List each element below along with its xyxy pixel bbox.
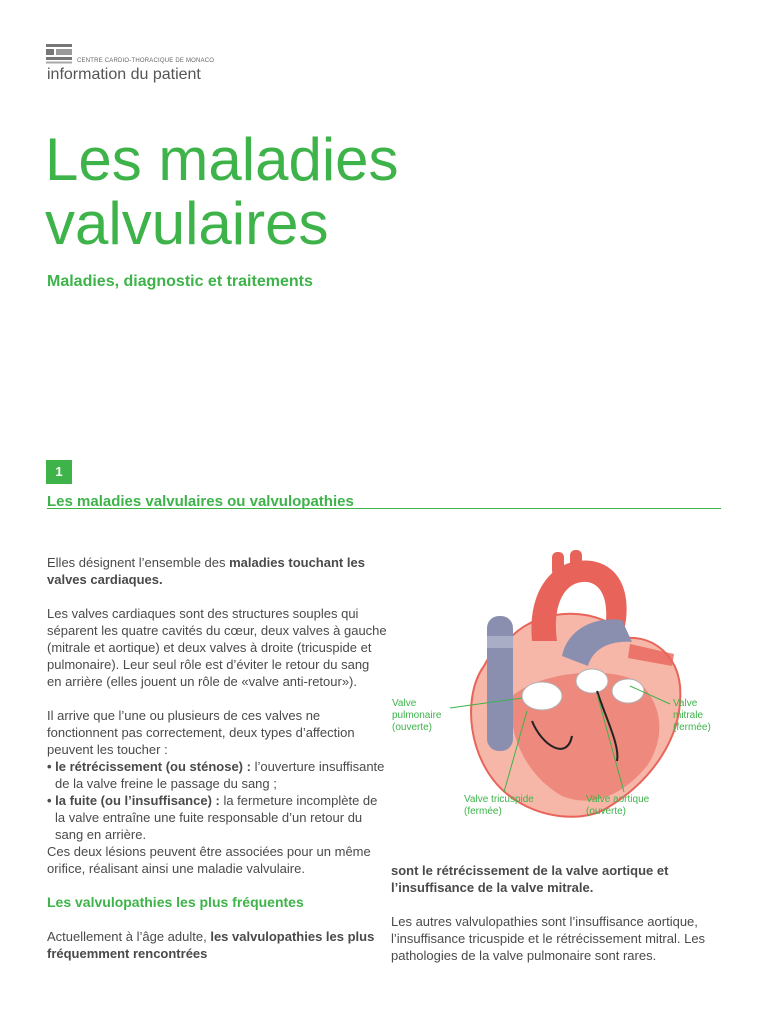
paragraph-intro: [47, 554, 387, 588]
page-subtitle: Maladies, diagnostic et traitements: [47, 273, 313, 290]
frequent-continued-bold: sont le rétrécissement de la valve aortique et l’insuffisance de la valve mitrale.: [391, 863, 669, 895]
intro-bold-text: maladies touchant les valves cardiaques.: [47, 555, 365, 587]
section-divider: [47, 508, 721, 509]
page-title: [45, 128, 545, 256]
frequent-bold-text: les valvulopathies les plus fréquemment rencontrées: [47, 929, 375, 961]
paragraph-combined: Ces deux lésions peuvent être associées pour un même orifice, réalisant ainsi une maladie valvulaire.: [47, 844, 371, 876]
label-tricuspide-line-1: Valve tricuspide: [464, 794, 534, 805]
bullet-insufficiency: [47, 792, 387, 843]
bullet-stenosis-text: l’ouverture insuffisante de la valve freine le passage du sang ;: [55, 759, 385, 791]
label-valve-aortique: [586, 794, 649, 818]
paragraph-affections: [47, 707, 387, 843]
label-tricuspide-line-2: (fermée): [464, 806, 502, 817]
label-mitrale-line-3: (fermée): [673, 722, 711, 733]
label-aortique-line-1: Valve aortique: [586, 794, 650, 805]
bullet-stenosis: [47, 758, 387, 792]
label-aortique-line-2: (ouverte): [586, 806, 627, 817]
label-valve-tricuspide: [464, 794, 534, 818]
paragraph-valves: Les valves cardiaques sont des structures souples qui séparent les quatre cavités du cœur, deux valves à gauche (mitrale et aortique) et deux valves à droite (tricuspide et pulmonaire). Leur seul rôle est d’éviter le retour du sang en arrière (elles jouent un rôle de «valve anti-retour»).: [47, 606, 387, 689]
document-type: information du patient: [47, 66, 201, 83]
body-left-column: [47, 554, 387, 979]
paragraph-frequent-continued: [391, 862, 731, 896]
section-number-badge: 1: [46, 460, 72, 484]
label-pulmonaire-line-3: (ouverte): [392, 722, 433, 733]
page-title-line-2: valvulaires: [45, 190, 329, 257]
heart-illustration: [392, 546, 732, 846]
bullet-stenosis-term: • le rétrécissement (ou sténose) :: [47, 759, 251, 774]
intro-text: Elles désignent l’ensemble des: [47, 555, 230, 570]
paragraph-frequent: [47, 928, 387, 962]
label-pulmonaire-line-2: pulmonaire: [392, 710, 442, 721]
label-pulmonaire-line-1: Valve: [392, 698, 417, 709]
paragraph-other-valvulopathies: Les autres valvulopathies sont l’insuffisance aortique, l’insuffisance tricuspide et le rétrécissement mitral. Les pathologies de la valve pulmonaire sont rares.: [391, 914, 706, 963]
section-heading: Les maladies valvulaires ou valvulopathies: [47, 493, 354, 510]
label-valve-mitrale: [673, 698, 711, 734]
organization-name: CENTRE CARDIO-THORACIQUE DE MONACO: [77, 58, 215, 64]
bullet-insufficiency-term: • la fuite (ou l’insuffisance) :: [47, 793, 220, 808]
logo-icon: [46, 44, 72, 64]
bullet-insufficiency-text: la fermeture incomplète de la valve entraîne une fuite responsable d’un retour du sang en arrière.: [55, 793, 378, 842]
body-right-column: [391, 862, 731, 981]
frequent-text: Actuellement à l’âge adulte,: [47, 929, 211, 944]
page-title-line-1: Les maladies: [45, 126, 399, 193]
affections-intro: Il arrive que l’une ou plusieurs de ces valves ne fonctionnent pas correctement, deux types d’affection peuvent les toucher :: [47, 708, 355, 757]
label-valve-pulmonaire: [392, 698, 441, 734]
label-mitrale-line-1: Valve: [673, 698, 698, 709]
heart-diagram-icon: [392, 546, 732, 846]
label-mitrale-line-2: mitrale: [673, 710, 704, 721]
subheading-frequent: Les valvulopathies les plus fréquentes: [47, 894, 304, 910]
